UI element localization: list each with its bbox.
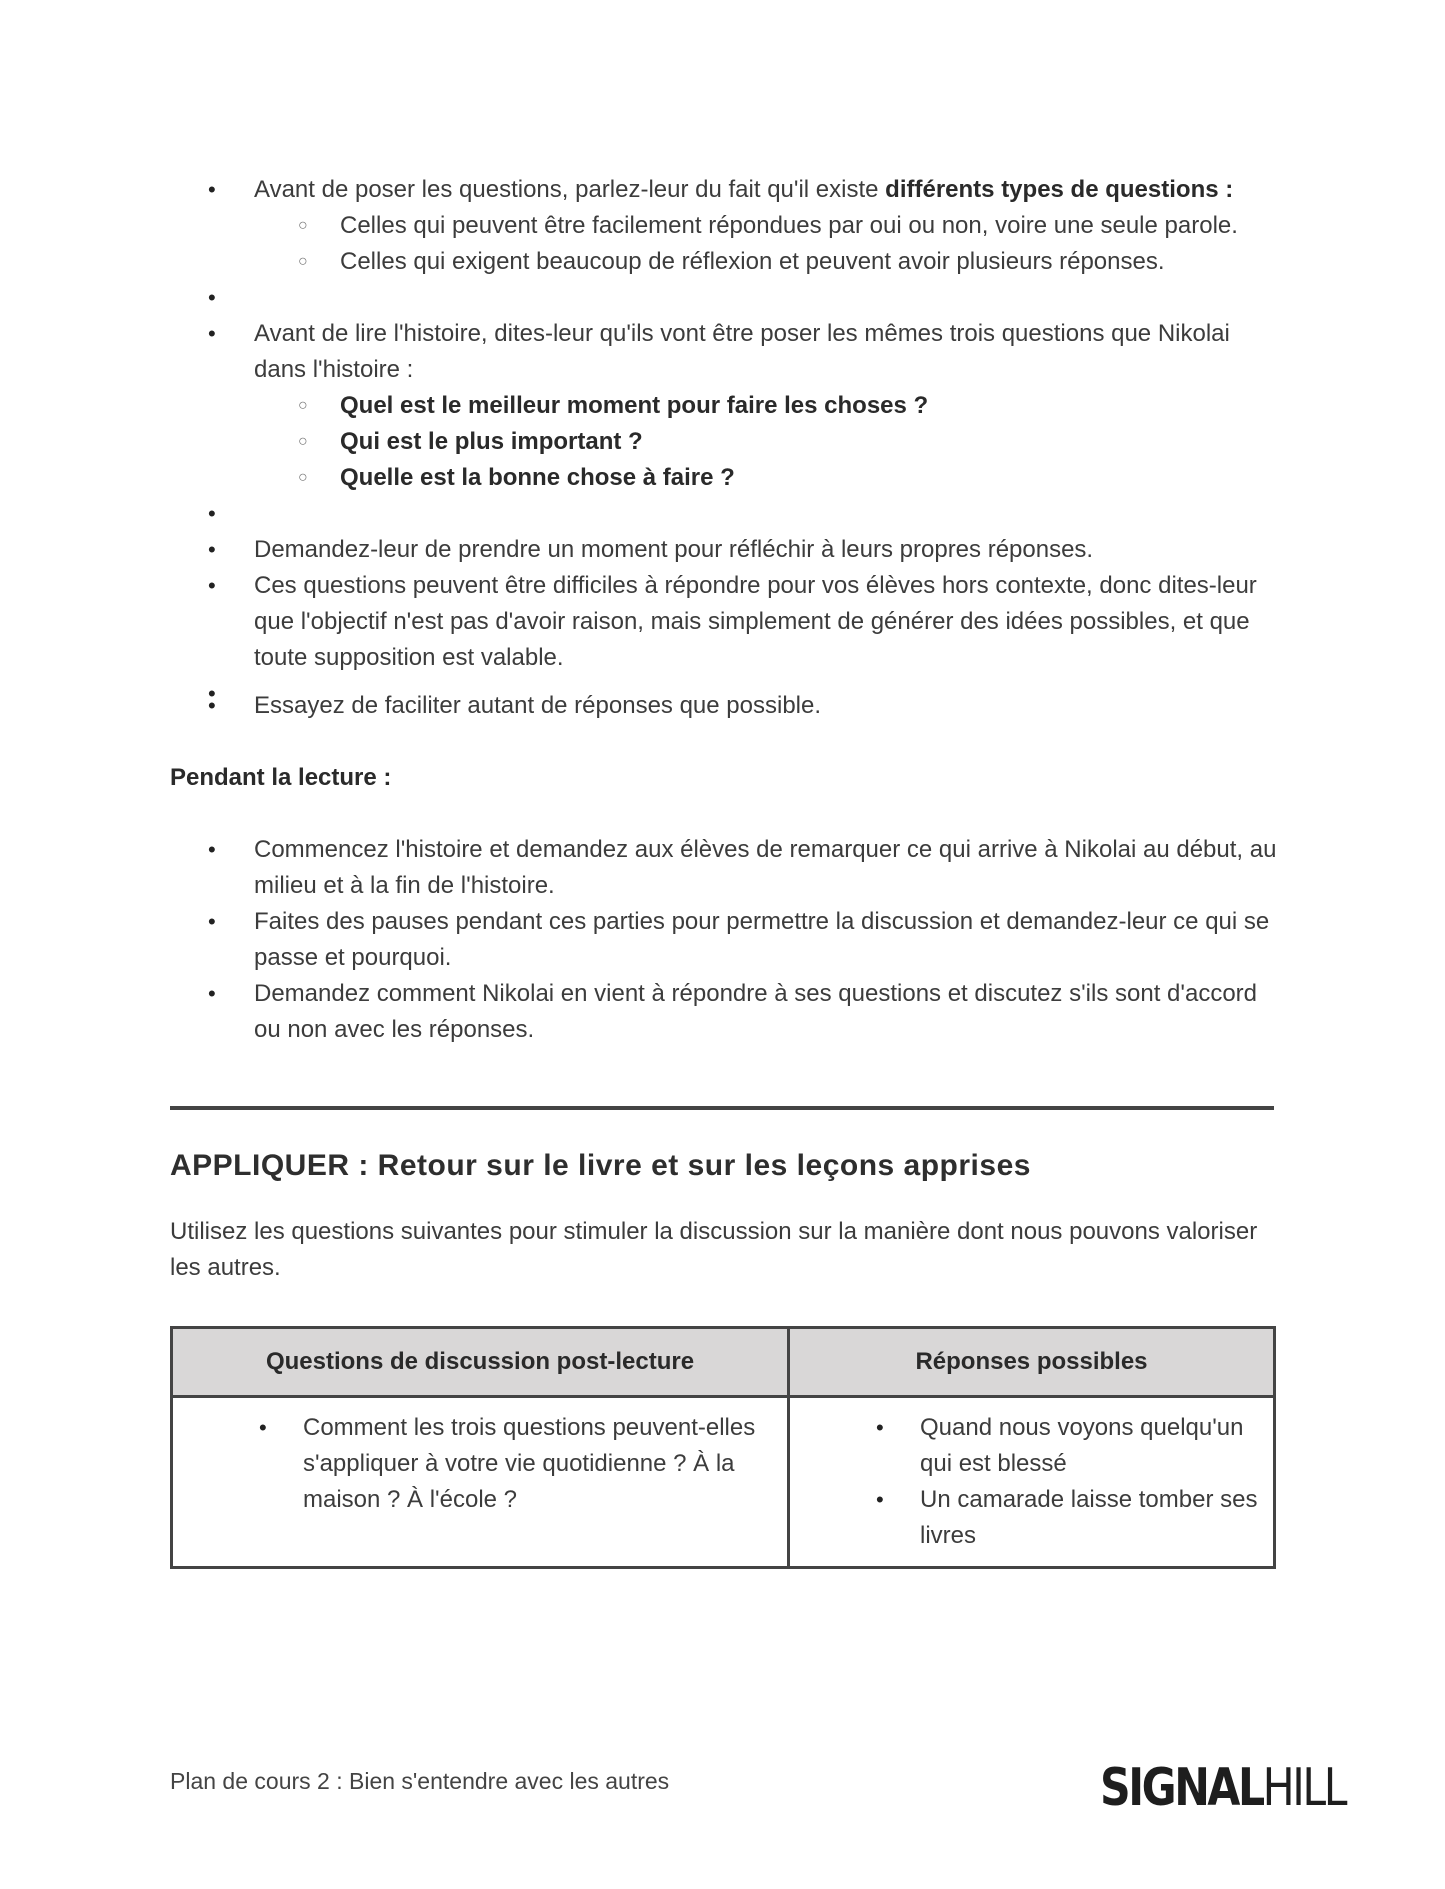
list-item-text: Avant de poser les questions, parlez-leur du fait qu'il existe bbox=[254, 176, 886, 203]
spacer bbox=[170, 724, 1280, 760]
sub-list bbox=[254, 388, 1280, 496]
footer-text: Plan de cours 2 : Bien s'entendre avec les autres bbox=[170, 1768, 670, 1794]
section-divider bbox=[170, 1106, 1274, 1110]
during-reading-list bbox=[170, 832, 1280, 1048]
section-intro: Utilisez les questions suivantes pour stimuler la discussion sur la manière dont nous pouvons valoriser les autres. bbox=[170, 1218, 1258, 1281]
sub-list-item: ○ Celles qui exigent beaucoup de réflexion et peuvent avoir plusieurs réponses. bbox=[340, 244, 1280, 280]
list-item: • Comment les trois questions peuvent-elles s'appliquer à votre vie quotidienne ? À la maison ? À l'école ? bbox=[303, 1410, 773, 1518]
sub-list-item: ○ Quelle est la bonne chose à faire ? bbox=[340, 460, 1280, 496]
list-item: • Essayez de faciliter autant de réponses que possible. bbox=[254, 688, 1280, 724]
before-reading-list bbox=[170, 172, 1280, 724]
list-item bbox=[254, 172, 1280, 280]
list-item: • Ces questions peuvent être difficiles à répondre pour vos élèves hors contexte, donc dites-leur que l'objectif n'est pas d'avoir raison, mais simplement de générer des idées possibles, et que toute supposition est valable. bbox=[254, 568, 1280, 676]
sub-list bbox=[254, 208, 1280, 280]
list-item: • Faites des pauses pendant ces parties pour permettre la discussion et demandez-leur ce qui se passe et pourquoi. bbox=[254, 904, 1280, 976]
list-item: • Commencez l'histoire et demandez aux élèves de remarquer ce qui arrive à Nikolai au début, au milieu et à la fin de l'histoire. bbox=[254, 832, 1280, 904]
spacer bbox=[170, 796, 1280, 832]
logo-part-hill: HILL bbox=[1262, 1758, 1346, 1818]
table-header-answers: Réponses possibles bbox=[789, 1328, 1275, 1397]
table-header-questions: Questions de discussion post-lecture bbox=[172, 1328, 789, 1397]
list-item-bold: différents types de questions : bbox=[885, 176, 1234, 203]
section-title: APPLIQUER : Retour sur le livre et sur les leçons apprises bbox=[170, 1149, 1031, 1182]
list-item: • Demandez comment Nikolai en vient à répondre à ses questions et discutez s'ils sont d'accord ou non avec les réponses. bbox=[254, 976, 1280, 1048]
list-item: • Un camarade laisse tomber ses livres bbox=[920, 1482, 1259, 1554]
list-item-text: Avant de lire l'histoire, dites-leur qu'ils vont être poser les mêmes trois questions que Nikolai dans l'histoire : bbox=[254, 320, 1230, 383]
spacer bbox=[254, 676, 1280, 688]
spacer bbox=[254, 496, 1280, 532]
spacer bbox=[254, 280, 1280, 316]
discussion-table bbox=[170, 1326, 1276, 1569]
sub-list-item: ○ Quel est le meilleur moment pour faire les choses ? bbox=[340, 388, 1280, 424]
logo-part-signal: SIGNAL bbox=[1100, 1758, 1263, 1818]
table-cell-questions bbox=[172, 1397, 789, 1568]
sub-list-item: ○ Qui est le plus important ? bbox=[340, 424, 1280, 460]
table-cell-answers bbox=[789, 1397, 1275, 1568]
table-row bbox=[172, 1397, 1275, 1568]
answers-list bbox=[790, 1410, 1259, 1554]
list-item bbox=[254, 316, 1280, 496]
questions-list bbox=[173, 1410, 773, 1518]
list-item: • Quand nous voyons quelqu'un qui est blessé bbox=[920, 1410, 1259, 1482]
table-header-row bbox=[172, 1328, 1275, 1397]
page-content bbox=[170, 172, 1280, 1569]
during-reading-heading: Pendant la lecture : bbox=[170, 764, 392, 791]
list-item: • Demandez-leur de prendre un moment pour réfléchir à leurs propres réponses. bbox=[254, 532, 1280, 568]
sub-list-item: ○ Celles qui peuvent être facilement répondues par oui ou non, voire une seule parole. bbox=[340, 208, 1280, 244]
signalhill-logo bbox=[1100, 1748, 1346, 1828]
